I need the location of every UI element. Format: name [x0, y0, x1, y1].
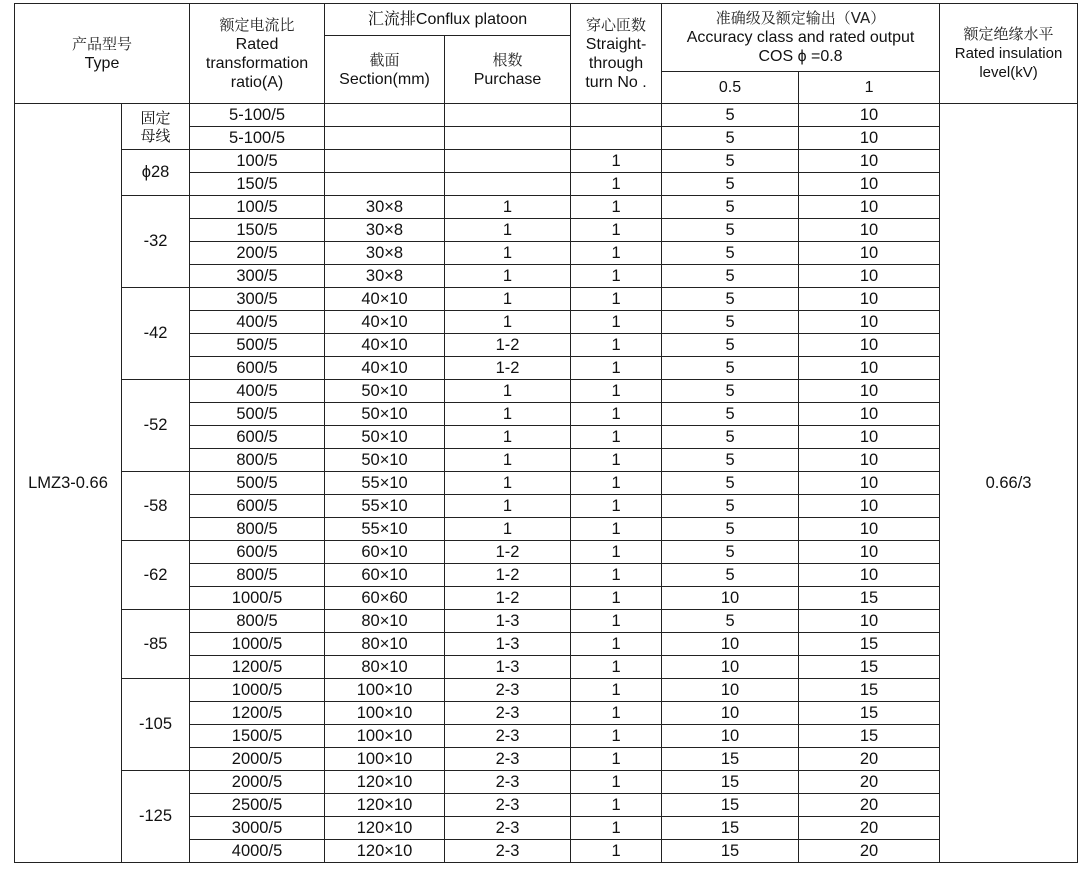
va05-cell: 5	[662, 334, 799, 357]
va05-cell: 5	[662, 403, 799, 426]
turns-cell	[571, 127, 662, 150]
turns-cell: 1	[571, 334, 662, 357]
purchase-cell	[445, 127, 571, 150]
ratio-cell: 100/5	[190, 150, 325, 173]
table-row	[15, 541, 1078, 564]
purchase-cell: 1	[445, 403, 571, 426]
turns-cell: 1	[571, 633, 662, 656]
va05-cell: 5	[662, 380, 799, 403]
va1-cell: 20	[799, 840, 940, 863]
purchase-cell: 1	[445, 311, 571, 334]
ratio-cell: 1000/5	[190, 587, 325, 610]
va05-cell: 5	[662, 472, 799, 495]
turns-cell: 1	[571, 518, 662, 541]
va05-cell: 5	[662, 265, 799, 288]
purchase-cell: 2-3	[445, 748, 571, 771]
header-purchase-cn: 根数	[492, 50, 523, 69]
va1-cell: 10	[799, 173, 940, 196]
turns-cell: 1	[571, 403, 662, 426]
subtype-cell: -58	[122, 472, 190, 541]
ratio-cell: 400/5	[190, 311, 325, 334]
section-cell	[325, 150, 445, 173]
va1-cell: 10	[799, 403, 940, 426]
section-cell: 60×10	[325, 564, 445, 587]
va1-cell: 15	[799, 725, 940, 748]
purchase-cell: 1-2	[445, 587, 571, 610]
header-turns-en-3: turn No .	[585, 73, 647, 91]
purchase-cell: 1	[445, 265, 571, 288]
turns-cell: 1	[571, 610, 662, 633]
va05-cell: 10	[662, 656, 799, 679]
va1-cell: 10	[799, 495, 940, 518]
ratio-cell: 150/5	[190, 173, 325, 196]
section-cell: 120×10	[325, 840, 445, 863]
purchase-cell: 1-2	[445, 541, 571, 564]
section-cell: 80×10	[325, 633, 445, 656]
ratio-cell: 600/5	[190, 357, 325, 380]
header-type-cn: 产品型号	[72, 34, 133, 53]
purchase-cell: 1	[445, 518, 571, 541]
turns-cell: 1	[571, 150, 662, 173]
subtype-cell: -125	[122, 771, 190, 863]
turns-cell: 1	[571, 311, 662, 334]
table-row	[15, 472, 1078, 495]
section-cell: 55×10	[325, 472, 445, 495]
purchase-cell: 2-3	[445, 771, 571, 794]
purchase-cell: 1	[445, 449, 571, 472]
header-accuracy	[662, 4, 940, 72]
va1-cell: 20	[799, 748, 940, 771]
va1-cell: 10	[799, 196, 940, 219]
turns-cell: 1	[571, 357, 662, 380]
section-cell: 30×8	[325, 219, 445, 242]
va05-cell: 10	[662, 587, 799, 610]
va05-cell: 5	[662, 426, 799, 449]
header-turns-en-2: through	[588, 54, 644, 72]
va1-cell: 10	[799, 472, 940, 495]
section-cell: 100×10	[325, 725, 445, 748]
purchase-cell: 2-3	[445, 725, 571, 748]
ratio-cell: 800/5	[190, 610, 325, 633]
va05-cell: 5	[662, 219, 799, 242]
purchase-cell: 1	[445, 380, 571, 403]
header-busbar: 汇流排Conflux platoon	[325, 4, 571, 36]
purchase-cell: 1-2	[445, 334, 571, 357]
turns-cell: 1	[571, 725, 662, 748]
ratio-cell: 600/5	[190, 495, 325, 518]
section-cell: 40×10	[325, 334, 445, 357]
header-turns	[571, 4, 662, 104]
header-type	[15, 4, 190, 104]
ratio-cell: 5-100/5	[190, 104, 325, 127]
table-row	[15, 104, 1078, 127]
subtype-cell: -62	[122, 541, 190, 610]
va1-cell: 10	[799, 610, 940, 633]
header-section	[325, 36, 445, 104]
section-cell: 80×10	[325, 656, 445, 679]
header-purchase	[445, 36, 571, 104]
header-purchase-en: Purchase	[473, 70, 542, 88]
purchase-cell: 2-3	[445, 817, 571, 840]
table-row	[15, 288, 1078, 311]
purchase-cell: 1	[445, 219, 571, 242]
header-insulation	[940, 4, 1078, 104]
header-ratio-en-3: ratio(A)	[230, 73, 284, 91]
section-cell: 60×10	[325, 541, 445, 564]
va1-cell: 15	[799, 679, 940, 702]
va05-cell: 15	[662, 840, 799, 863]
va05-cell: 15	[662, 794, 799, 817]
section-cell: 40×10	[325, 311, 445, 334]
ratio-cell: 2500/5	[190, 794, 325, 817]
va05-cell: 15	[662, 748, 799, 771]
model-cell: LMZ3-0.66	[15, 104, 122, 863]
ratio-cell: 100/5	[190, 196, 325, 219]
header-section-en: Section(mm)	[339, 70, 430, 88]
va1-cell: 10	[799, 127, 940, 150]
turns-cell: 1	[571, 426, 662, 449]
va1-cell: 10	[799, 357, 940, 380]
turns-cell: 1	[571, 817, 662, 840]
spec-body	[15, 104, 1078, 863]
header-cos: COS ϕ =0.8	[758, 48, 843, 65]
header-ratio-cn: 额定电流比	[219, 15, 295, 34]
table-row	[15, 150, 1078, 173]
spec-table	[14, 3, 1078, 863]
header-accuracy-en: Accuracy class and rated output	[686, 29, 915, 46]
table-row	[15, 771, 1078, 794]
purchase-cell	[445, 104, 571, 127]
va1-cell: 10	[799, 541, 940, 564]
header-insulation-cn: 额定绝缘水平	[963, 25, 1054, 43]
turns-cell: 1	[571, 840, 662, 863]
va1-cell: 10	[799, 104, 940, 127]
turns-cell: 1	[571, 495, 662, 518]
insulation-value-cell: 0.66/3	[940, 104, 1078, 863]
purchase-cell: 2-3	[445, 702, 571, 725]
section-cell: 40×10	[325, 288, 445, 311]
turns-cell: 1	[571, 449, 662, 472]
subtype-cell: -85	[122, 610, 190, 679]
ratio-cell: 500/5	[190, 472, 325, 495]
ratio-cell: 2000/5	[190, 771, 325, 794]
purchase-cell: 1	[445, 426, 571, 449]
turns-cell: 1	[571, 702, 662, 725]
turns-cell: 1	[571, 196, 662, 219]
turns-cell	[571, 104, 662, 127]
turns-cell: 1	[571, 564, 662, 587]
table-row	[15, 380, 1078, 403]
turns-cell: 1	[571, 541, 662, 564]
section-cell: 50×10	[325, 380, 445, 403]
section-cell: 30×8	[325, 265, 445, 288]
ratio-cell: 300/5	[190, 265, 325, 288]
va1-cell: 10	[799, 518, 940, 541]
ratio-cell: 500/5	[190, 403, 325, 426]
va1-cell: 10	[799, 334, 940, 357]
subtype-cell: -52	[122, 380, 190, 472]
turns-cell: 1	[571, 173, 662, 196]
header-section-cn: 截面	[369, 50, 400, 69]
ratio-cell: 300/5	[190, 288, 325, 311]
va05-cell: 5	[662, 150, 799, 173]
section-cell	[325, 127, 445, 150]
turns-cell: 1	[571, 380, 662, 403]
section-cell: 120×10	[325, 771, 445, 794]
purchase-cell: 1	[445, 288, 571, 311]
table-row	[15, 679, 1078, 702]
ratio-cell: 800/5	[190, 518, 325, 541]
turns-cell: 1	[571, 748, 662, 771]
va1-cell: 10	[799, 426, 940, 449]
turns-cell: 1	[571, 219, 662, 242]
section-cell: 50×10	[325, 426, 445, 449]
header-turns-en-1: Straight-	[585, 35, 647, 53]
va1-cell: 10	[799, 265, 940, 288]
purchase-cell: 1	[445, 472, 571, 495]
ratio-cell: 500/5	[190, 334, 325, 357]
section-cell: 30×8	[325, 196, 445, 219]
va05-cell: 5	[662, 449, 799, 472]
header-turns-cn: 穿心匝数	[586, 15, 647, 34]
section-cell	[325, 104, 445, 127]
va1-cell: 20	[799, 771, 940, 794]
purchase-cell: 1-3	[445, 656, 571, 679]
va05-cell: 5	[662, 242, 799, 265]
va1-cell: 10	[799, 219, 940, 242]
section-cell	[325, 173, 445, 196]
subtype-cell: -42	[122, 288, 190, 380]
turns-cell: 1	[571, 242, 662, 265]
ratio-cell: 600/5	[190, 426, 325, 449]
va1-cell: 20	[799, 817, 940, 840]
va1-cell: 10	[799, 564, 940, 587]
turns-cell: 1	[571, 587, 662, 610]
ratio-cell: 1000/5	[190, 633, 325, 656]
va05-cell: 10	[662, 633, 799, 656]
va05-cell: 5	[662, 288, 799, 311]
va1-cell: 15	[799, 656, 940, 679]
va1-cell: 15	[799, 633, 940, 656]
purchase-cell: 1	[445, 242, 571, 265]
va05-cell: 5	[662, 495, 799, 518]
header-accuracy-cn: 准确级及额定输出（VA）	[715, 9, 886, 27]
ratio-cell: 800/5	[190, 449, 325, 472]
va1-cell: 10	[799, 449, 940, 472]
turns-cell: 1	[571, 288, 662, 311]
purchase-cell	[445, 173, 571, 196]
purchase-cell: 1	[445, 495, 571, 518]
va05-cell: 10	[662, 702, 799, 725]
va05-cell: 10	[662, 725, 799, 748]
section-cell: 40×10	[325, 357, 445, 380]
va05-cell: 5	[662, 311, 799, 334]
va05-cell: 15	[662, 771, 799, 794]
purchase-cell: 1-3	[445, 610, 571, 633]
va1-cell: 20	[799, 794, 940, 817]
subtype-cell: -32	[122, 196, 190, 288]
ratio-cell: 800/5	[190, 564, 325, 587]
ratio-cell: 600/5	[190, 541, 325, 564]
table-row	[15, 196, 1078, 219]
header-acc-1: 1	[799, 72, 940, 104]
va05-cell: 5	[662, 541, 799, 564]
ratio-cell: 2000/5	[190, 748, 325, 771]
header-acc-05: 0.5	[662, 72, 799, 104]
section-cell: 120×10	[325, 794, 445, 817]
va05-cell: 5	[662, 196, 799, 219]
section-cell: 80×10	[325, 610, 445, 633]
turns-cell: 1	[571, 472, 662, 495]
purchase-cell	[445, 150, 571, 173]
turns-cell: 1	[571, 656, 662, 679]
va1-cell: 10	[799, 311, 940, 334]
turns-cell: 1	[571, 679, 662, 702]
va05-cell: 5	[662, 127, 799, 150]
va05-cell: 5	[662, 104, 799, 127]
purchase-cell: 2-3	[445, 794, 571, 817]
header-insulation-en-1: Rated insulation	[954, 45, 1063, 62]
ratio-cell: 400/5	[190, 380, 325, 403]
turns-cell: 1	[571, 265, 662, 288]
ratio-cell: 150/5	[190, 219, 325, 242]
va05-cell: 5	[662, 564, 799, 587]
ratio-cell: 4000/5	[190, 840, 325, 863]
ratio-cell: 1200/5	[190, 702, 325, 725]
va05-cell: 5	[662, 173, 799, 196]
va05-cell: 10	[662, 679, 799, 702]
header-ratio-en-2: transformation	[205, 54, 309, 72]
subtype-cell: 固定 母线	[122, 104, 190, 150]
turns-cell: 1	[571, 771, 662, 794]
ratio-cell: 1000/5	[190, 679, 325, 702]
va1-cell: 15	[799, 587, 940, 610]
va05-cell: 5	[662, 357, 799, 380]
ratio-cell: 3000/5	[190, 817, 325, 840]
purchase-cell: 1-2	[445, 564, 571, 587]
ratio-cell: 1500/5	[190, 725, 325, 748]
table-row	[15, 610, 1078, 633]
purchase-cell: 1-3	[445, 633, 571, 656]
header-ratio	[190, 4, 325, 104]
va05-cell: 5	[662, 610, 799, 633]
va05-cell: 5	[662, 518, 799, 541]
section-cell: 50×10	[325, 449, 445, 472]
header-type-en: Type	[84, 54, 120, 72]
turns-cell: 1	[571, 794, 662, 817]
va1-cell: 10	[799, 288, 940, 311]
va1-cell: 15	[799, 702, 940, 725]
purchase-cell: 1-2	[445, 357, 571, 380]
ratio-cell: 5-100/5	[190, 127, 325, 150]
va1-cell: 10	[799, 242, 940, 265]
section-cell: 50×10	[325, 403, 445, 426]
section-cell: 55×10	[325, 495, 445, 518]
purchase-cell: 2-3	[445, 679, 571, 702]
section-cell: 100×10	[325, 702, 445, 725]
purchase-cell: 1	[445, 196, 571, 219]
purchase-cell: 2-3	[445, 840, 571, 863]
subtype-cell: ϕ28	[122, 150, 190, 196]
section-cell: 120×10	[325, 817, 445, 840]
va1-cell: 10	[799, 380, 940, 403]
subtype-cell: -105	[122, 679, 190, 771]
va1-cell: 10	[799, 150, 940, 173]
section-cell: 60×60	[325, 587, 445, 610]
section-cell: 55×10	[325, 518, 445, 541]
header-ratio-en-1: Rated	[235, 35, 279, 53]
ratio-cell: 200/5	[190, 242, 325, 265]
section-cell: 100×10	[325, 748, 445, 771]
va05-cell: 15	[662, 817, 799, 840]
ratio-cell: 1200/5	[190, 656, 325, 679]
section-cell: 30×8	[325, 242, 445, 265]
header-insulation-en-2: level(kV)	[979, 64, 1038, 81]
section-cell: 100×10	[325, 679, 445, 702]
